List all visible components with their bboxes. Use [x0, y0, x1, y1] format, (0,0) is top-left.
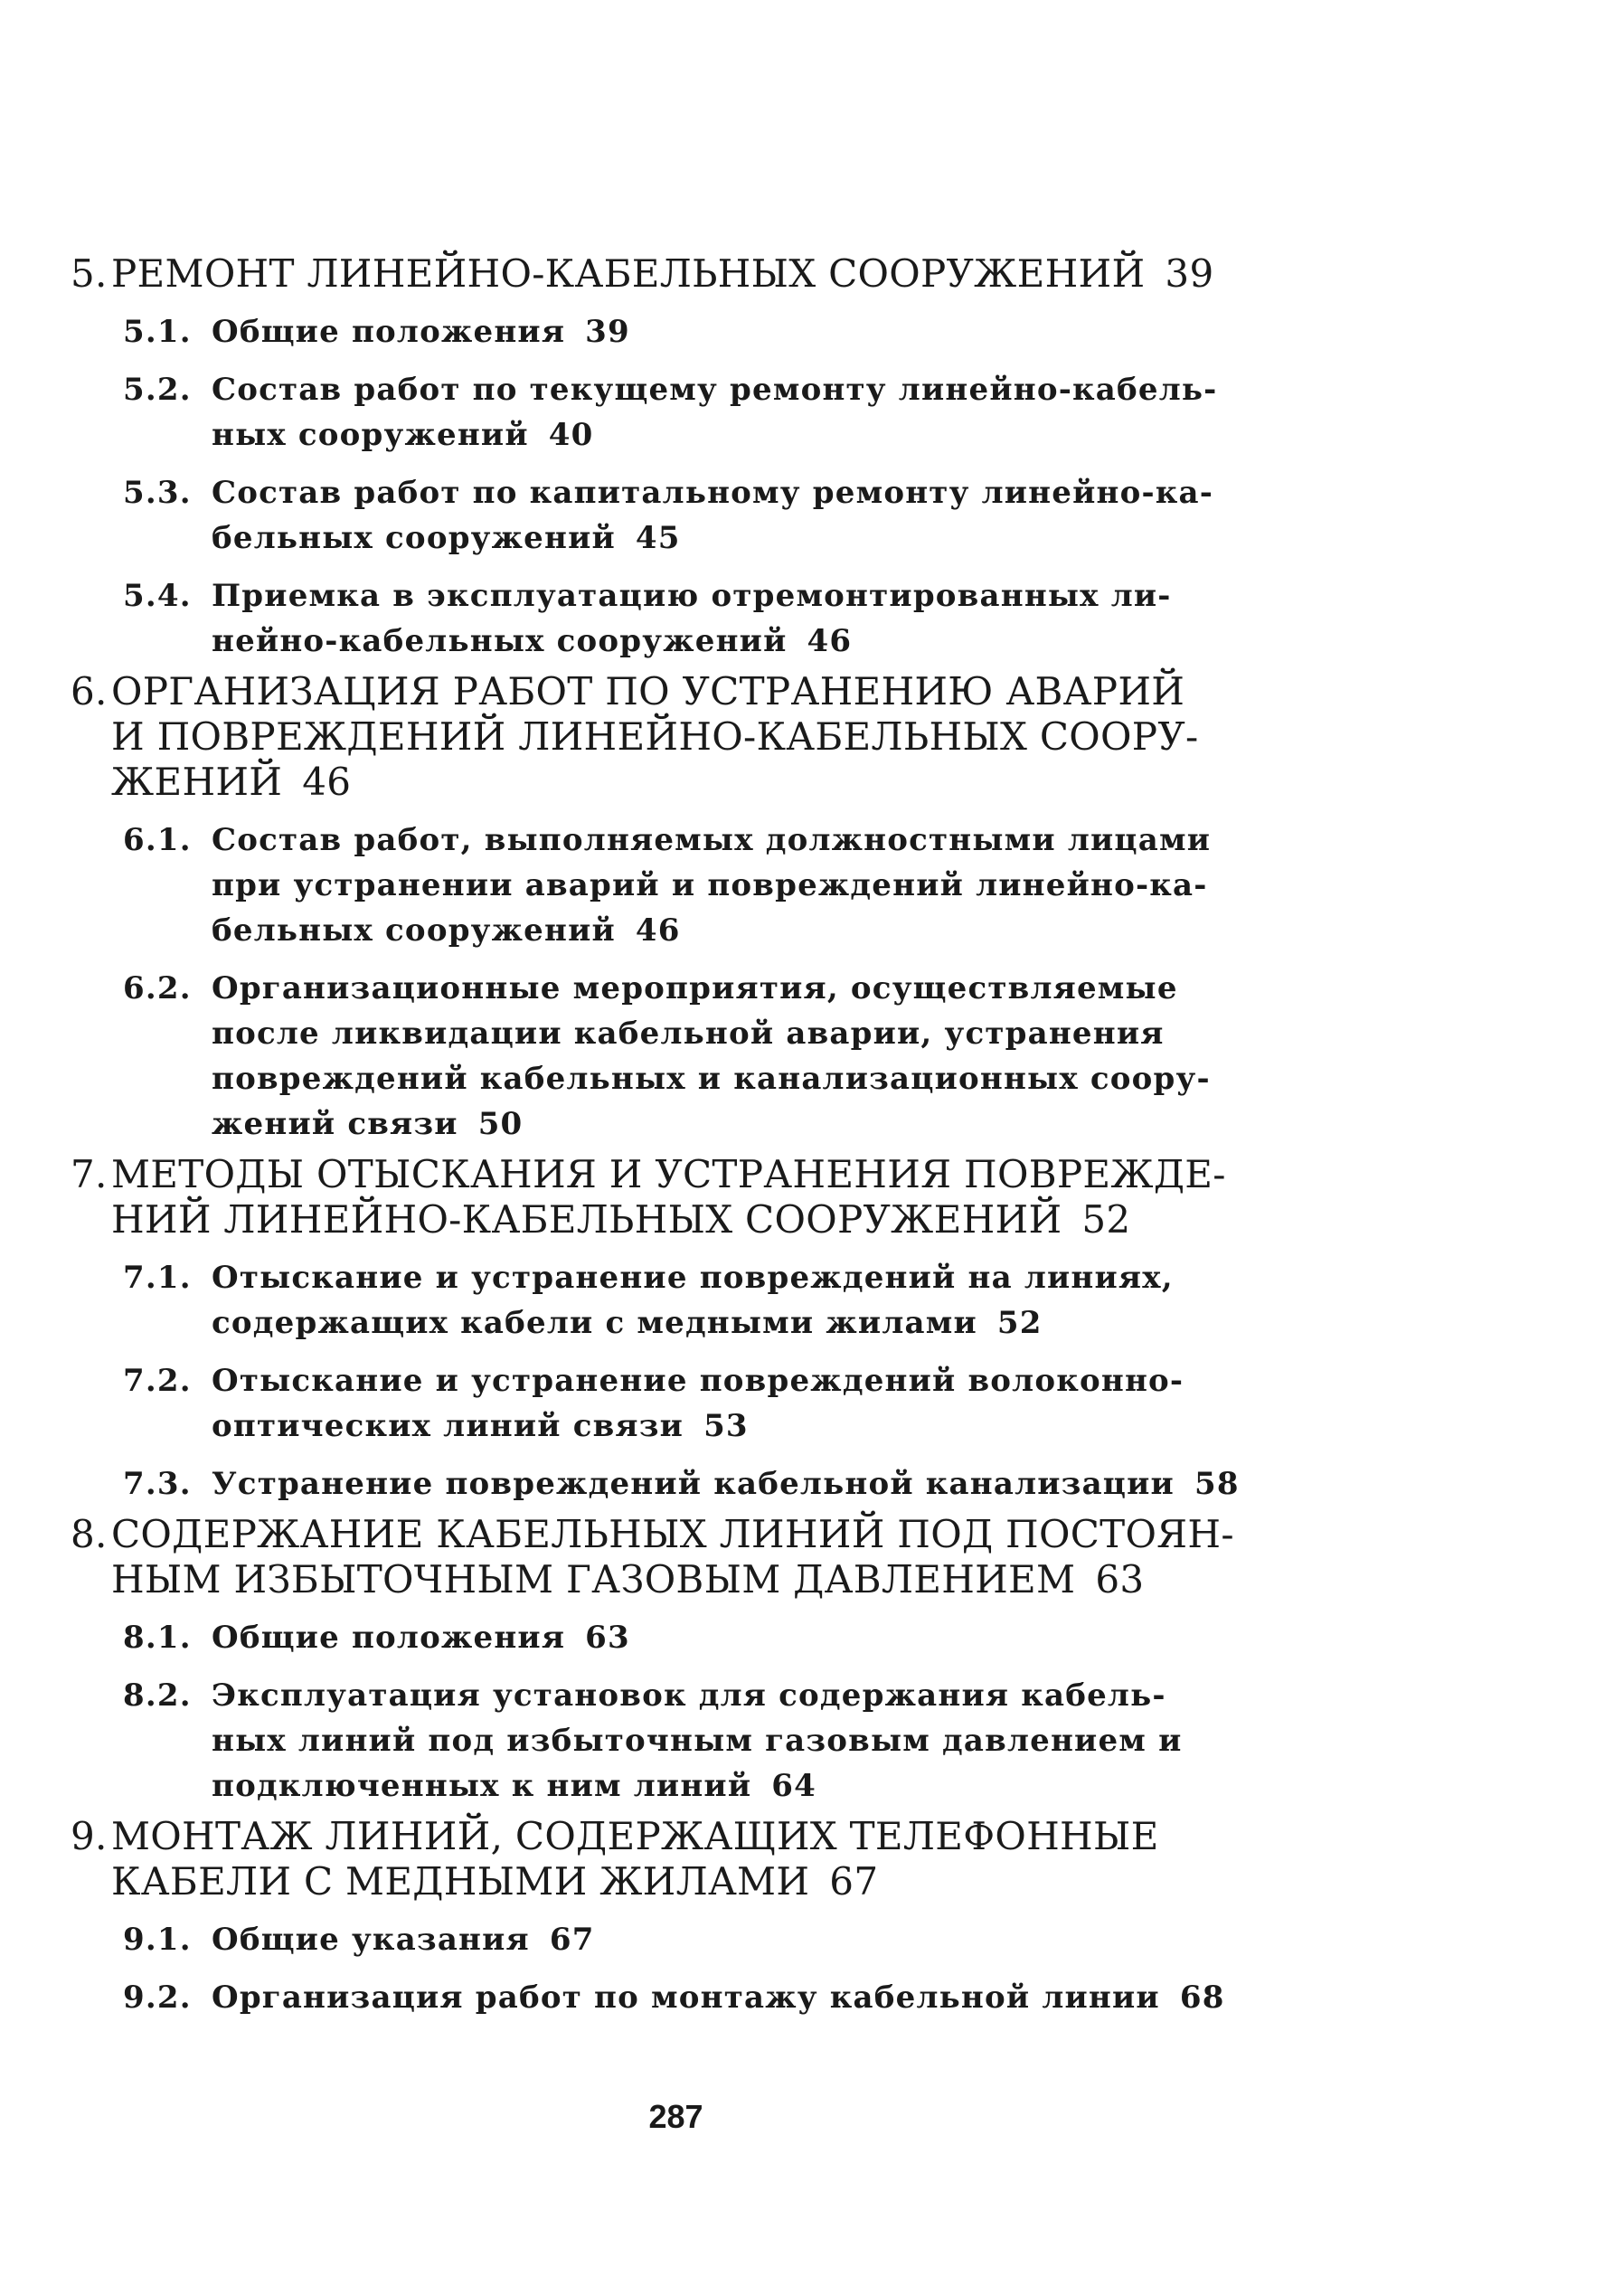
- toc-entry-title-text: Общие указания: [212, 1922, 530, 1958]
- toc-entry-number: 5.4.: [123, 578, 192, 614]
- toc-entry-number: 5.3.: [123, 475, 192, 511]
- toc-entry-line: повреждений кабельных и канализационных соору-: [212, 1061, 1211, 1097]
- toc-entry-line: СОДЕРЖАНИЕ КАБЕЛЬНЫХ ЛИНИЙ ПОД ПОСТОЯН-: [111, 1512, 1234, 1556]
- toc-entry-page: 53: [703, 1408, 749, 1444]
- toc-entry-page: 67: [829, 1859, 879, 1904]
- toc-entry-page: 63: [585, 1620, 630, 1656]
- toc-entry-number: 7.1.: [123, 1260, 192, 1296]
- toc-entry-line: [71, 1615, 1318, 1660]
- page-number: 287: [648, 2098, 703, 2135]
- toc-entry-line: [71, 760, 1318, 805]
- toc-entry-page: 39: [585, 314, 630, 350]
- toc-entry-title-text: НИЙ ЛИНЕЙНО-КАБЕЛЬНЫХ СООРУЖЕНИЙ: [111, 1197, 1062, 1242]
- toc-entry-line: [71, 1763, 1318, 1809]
- toc-section-entry: [71, 1358, 1318, 1449]
- toc-section-entry: [71, 573, 1318, 664]
- toc-entry-title-text: Организация работ по монтажу кабельной линии: [212, 1979, 1160, 2016]
- toc-entry-line: Отыскание и устранение повреждений волоконно-: [212, 1363, 1185, 1399]
- toc-section-entry: [71, 1975, 1318, 2020]
- toc-entry-title-text: Общие положения: [212, 1620, 566, 1656]
- toc-entry-page: 46: [807, 623, 853, 659]
- toc-entry-number: 7.: [71, 1152, 108, 1196]
- toc-entry-line: [71, 619, 1318, 664]
- toc-entry-line: Эксплуатация установок для содержания кабель-: [212, 1677, 1166, 1714]
- toc-entry-line: [71, 908, 1318, 953]
- toc-entry-number: 8.1.: [123, 1620, 192, 1656]
- toc-entry-line: Состав работ по капитальному ремонту линейно-ка-: [212, 475, 1214, 511]
- toc-entry-page: 67: [549, 1922, 595, 1958]
- toc-entry-line: [71, 1859, 1318, 1904]
- toc-entry-number: 6.: [71, 669, 108, 713]
- toc-entry-line: [71, 1557, 1318, 1602]
- toc-entry-page: 64: [771, 1768, 816, 1804]
- toc-entry-page: 45: [635, 520, 681, 556]
- toc-section-entry: [71, 1461, 1318, 1507]
- toc-entry-title-text: ных сооружений: [212, 417, 529, 453]
- toc-entry-line: [71, 1197, 1318, 1242]
- toc-entry-page: 50: [477, 1106, 524, 1142]
- toc-entry-line: [71, 1975, 1318, 2020]
- toc-section-entry: [71, 966, 1318, 1147]
- toc-entry-line: Приемка в эксплуатацию отремонтированных ли-: [212, 578, 1172, 614]
- toc-entry-page: 39: [1165, 251, 1214, 296]
- toc-section-entry: [71, 1917, 1318, 1962]
- toc-entry-line: [71, 412, 1318, 458]
- toc-entry-line: [71, 1101, 1318, 1147]
- toc-entry-title-text: ЖЕНИЙ: [111, 760, 283, 804]
- toc-entry-line: ОРГАНИЗАЦИЯ РАБОТ ПО УСТРАНЕНИЮ АВАРИЙ: [111, 669, 1185, 713]
- toc-entry-number: 6.2.: [123, 970, 192, 1006]
- toc-chapter-entry: [71, 1512, 1318, 1602]
- toc-chapter-entry: [71, 1152, 1318, 1242]
- toc-entry-line: [71, 309, 1318, 354]
- toc-entry-title-text: РЕМОНТ ЛИНЕЙНО-КАБЕЛЬНЫХ СООРУЖЕНИЙ: [111, 251, 1146, 296]
- toc-entry-page: 40: [548, 417, 594, 453]
- toc-entry-page: 52: [996, 1305, 1043, 1341]
- toc-entry-line: [71, 1461, 1318, 1507]
- toc-entry-line: Состав работ по текущему ремонту линейно-кабель-: [212, 372, 1218, 408]
- toc-entry-line: Отыскание и устранение повреждений на линиях,: [212, 1260, 1174, 1296]
- toc-entry-number: 9.2.: [123, 1979, 192, 2016]
- toc-entry-page: 63: [1095, 1557, 1145, 1602]
- toc-section-entry: [71, 1255, 1318, 1346]
- toc-entry-line: ных линий под избыточным газовым давлением и: [212, 1723, 1183, 1759]
- toc-entry-line: МЕТОДЫ ОТЫСКАНИЯ И УСТРАНЕНИЯ ПОВРЕЖДЕ-: [111, 1152, 1226, 1196]
- toc-entry-line: [71, 515, 1318, 561]
- toc-entry-title-text: НЫМ ИЗБЫТОЧНЫМ ГАЗОВЫМ ДАВЛЕНИЕМ: [111, 1557, 1076, 1602]
- toc-section-entry: [71, 367, 1318, 458]
- toc-entry-line: И ПОВРЕЖДЕНИЙ ЛИНЕЙНО-КАБЕЛЬНЫХ СООРУ-: [111, 714, 1199, 759]
- toc-entry-number: 8.: [71, 1512, 108, 1556]
- toc-entry-line: [71, 1300, 1318, 1346]
- toc-entry-page: 46: [635, 912, 681, 949]
- toc-entry-line: Организационные мероприятия, осуществляемые: [212, 970, 1178, 1006]
- toc-chapter-entry: [71, 1814, 1318, 1904]
- toc-entry-page: 68: [1179, 1979, 1225, 2016]
- toc-entry-line: [71, 1917, 1318, 1962]
- toc-entry-line: после ликвидации кабельной аварии, устранения: [212, 1016, 1165, 1052]
- toc-entry-line: [71, 251, 1318, 297]
- toc-entry-number: 5.2.: [123, 372, 192, 408]
- toc-entry-title-text: бельных сооружений: [212, 520, 616, 556]
- toc-entry-number: 8.2.: [123, 1677, 192, 1714]
- toc-entry-title-text: Устранение повреждений кабельной канализации: [212, 1466, 1175, 1502]
- toc-entry-page: 52: [1081, 1197, 1131, 1242]
- toc-entry-title-text: бельных сооружений: [212, 912, 616, 949]
- toc-entry-line: Состав работ, выполняемых должностными лицами: [212, 822, 1212, 858]
- toc-entry-title-text: нейно-кабельных сооружений: [212, 623, 788, 659]
- toc-section-entry: [71, 309, 1318, 354]
- toc-entry-number: 7.3.: [123, 1466, 192, 1502]
- toc-entry-number: 9.: [71, 1814, 108, 1858]
- toc-entry-number: 5.1.: [123, 314, 192, 350]
- toc-chapter-entry: [71, 251, 1318, 297]
- toc-entry-line: при устранении аварий и повреждений линейно-ка-: [212, 867, 1208, 903]
- toc-chapter-entry: [71, 669, 1318, 805]
- toc-section-entry: [71, 817, 1318, 953]
- toc-entry-page: 58: [1194, 1466, 1240, 1502]
- toc-entry-title-text: содержащих кабели с медными жилами: [212, 1305, 977, 1341]
- toc-entry-line: МОНТАЖ ЛИНИЙ, СОДЕРЖАЩИХ ТЕЛЕФОННЫЕ: [111, 1814, 1159, 1858]
- toc-entry-title-text: Общие положения: [212, 314, 566, 350]
- toc-section-entry: [71, 1673, 1318, 1809]
- toc-entry-title-text: подключенных к ним линий: [212, 1768, 752, 1804]
- table-of-contents: [71, 246, 1318, 2020]
- toc-entry-line: [71, 1403, 1318, 1449]
- toc-entry-number: 5.: [71, 251, 108, 296]
- toc-entry-title-text: жений связи: [212, 1106, 458, 1142]
- toc-entry-number: 7.2.: [123, 1363, 192, 1399]
- toc-entry-number: 6.1.: [123, 822, 192, 858]
- toc-section-entry: [71, 1615, 1318, 1660]
- toc-entry-page: 46: [302, 760, 352, 804]
- toc-section-entry: [71, 470, 1318, 561]
- toc-entry-title-text: оптических линий связи: [212, 1408, 684, 1444]
- toc-entry-number: 9.1.: [123, 1922, 192, 1958]
- toc-entry-title-text: КАБЕЛИ С МЕДНЫМИ ЖИЛАМИ: [111, 1859, 810, 1904]
